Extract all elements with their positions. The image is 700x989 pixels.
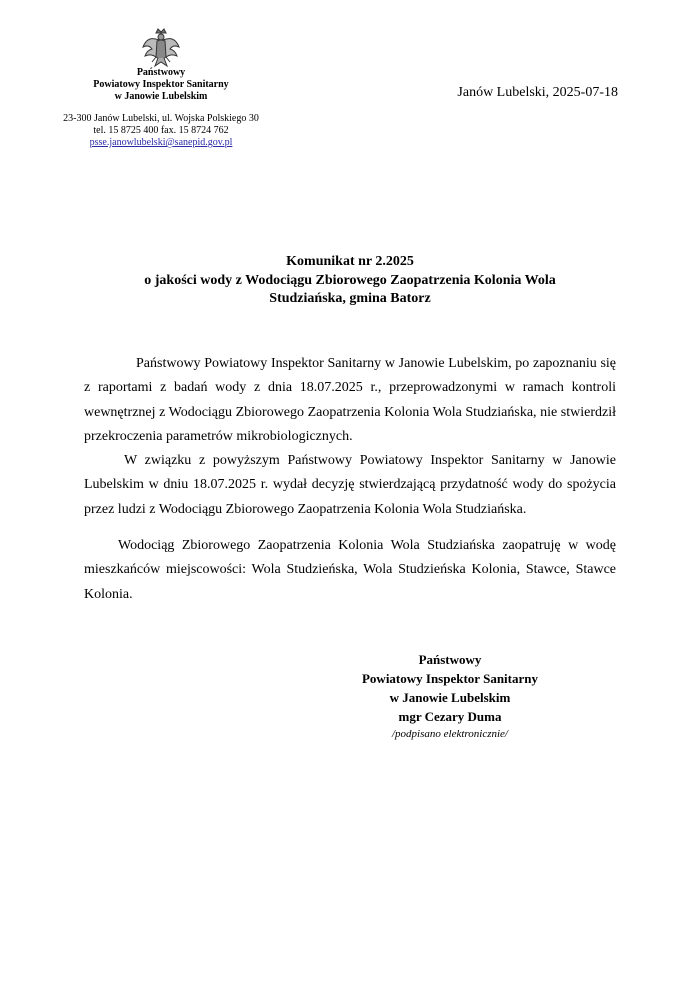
signature-line-3: w Janowie Lubelskim [389, 690, 511, 705]
issuer-line-2: Powiatowy Inspektor Sanitarny [93, 79, 229, 90]
phone-line: tel. 15 8725 400 fax. 15 8724 762 [93, 125, 229, 136]
signature-line-1: Państwowy [418, 652, 482, 667]
issuer-line-1: Państwowy [136, 67, 186, 78]
email-link[interactable]: psse.janowlubelski@sanepid.gov.pl [89, 137, 233, 148]
document-date: Janów Lubelski, 2025-07-18 [457, 85, 618, 100]
title-line-2: o jakości wody z Wodociągu Zbiorowego Zaopatrzenia Kolonia Wola [144, 272, 556, 288]
signatory-name: mgr Cezary Duma [398, 709, 502, 724]
body-paragraph-1: Państwowy Powiatowy Inspektor Sanitarny w Janowie Lubelskim, po zapoznaniu się z raportami z badań wody z dnia 18.07.2025 r., przeprowadzonymi w ramach kontroli wewnętrznej z Wodociągu Zbiorowego Zaopatrzenia Kolonia Wola Studziańska, nie stwierdził przekroczenia parametrów mikrobiologicznych. [84, 356, 616, 444]
issuer-address [40, 113, 282, 149]
signature-block [320, 650, 580, 742]
signature-line-2: Powiatowy Inspektor Sanitarny [361, 671, 538, 686]
document-body [84, 352, 616, 607]
address-line: 23-300 Janów Lubelski, ul. Wojska Polskiego 30 [63, 113, 259, 124]
document-title [0, 253, 700, 309]
title-line-1: Komunikat nr 2.2025 [286, 254, 414, 269]
body-paragraph-2: W związku z powyższym Państwowy Powiatowy Inspektor Sanitarny w Janowie Lubelskim w dniu 18.07.2025 r. wydał decyzję stwierdzającą przydatność wody do spożycia przez ludzi z Wodociągu Zbiorowego Zaopatrzenia Kolonia Wola Studziańska. [84, 453, 616, 517]
body-paragraph-3: Wodociąg Zbiorowego Zaopatrzenia Kolonia Wola Studziańska zaopatruję w wodę mieszkańców miejscowości: Wola Studzieńska, Wola Studzieńska Kolonia, Stawce, Stawce Kolonia. [84, 538, 616, 602]
polish-eagle-emblem-icon [141, 27, 181, 71]
issuer-line-3: w Janowie Lubelskim [114, 91, 208, 102]
signature-note: /podpisano elektronicznie/ [392, 728, 508, 740]
issuer-header [40, 67, 282, 103]
title-line-3: Studziańska, gmina Batorz [269, 291, 431, 306]
